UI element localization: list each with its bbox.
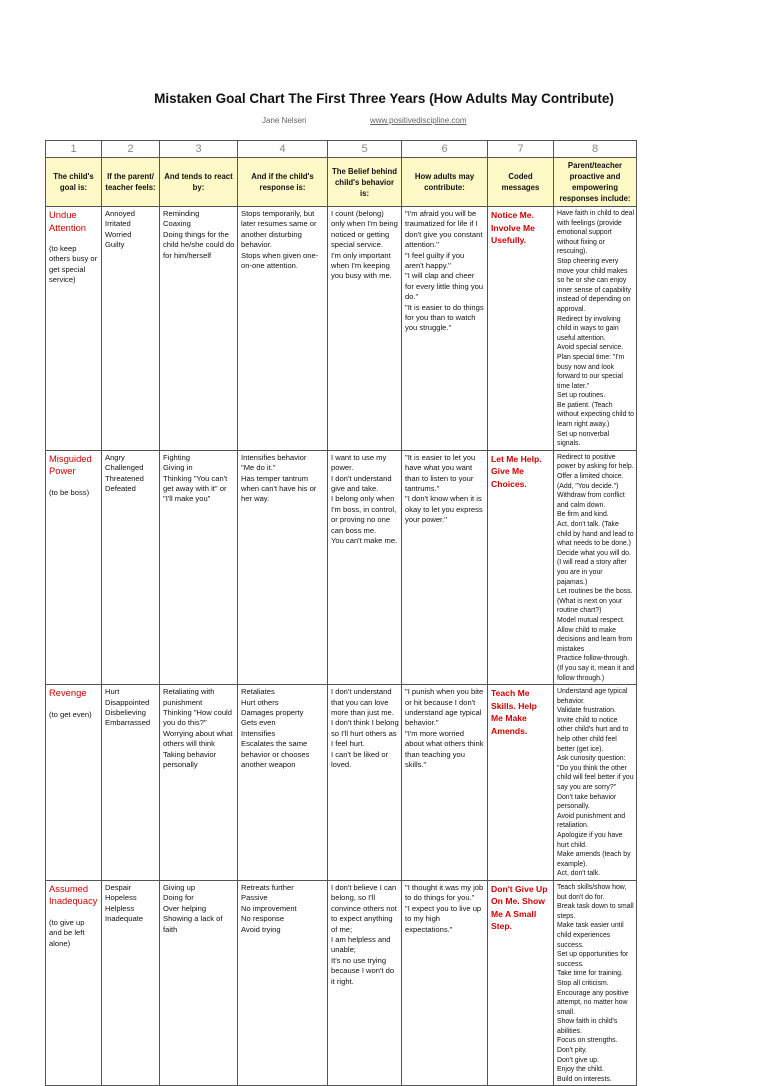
react-cell-line: Fighting [163,452,191,462]
response-cell-line: Retreats further [241,882,294,892]
responses-cell-line: Break task down to small steps. [557,903,634,920]
column-number-4: 4 [238,141,328,158]
goal-subtitle: (to be boss) [49,487,90,497]
author-name: Jane Nelsen [262,116,307,125]
goal-title: Assumed Inadequacy [49,882,98,907]
react-cell [160,450,238,684]
responses-cell-line: Ask curiosity question: "Do you think the other child will feel better if you say you are sorry?" [557,755,634,792]
response-cell-line: Escalates the same behavior or chooses another weapon [241,739,310,769]
coded-message-cell [488,207,554,451]
responses-cell-line: Teach skills/show how, but don't do for. [557,883,627,901]
feels-cell-line: Embarrassed [105,718,151,728]
responses-cell-line: Decide what you will do. (I will read a story after you are in your pajamas.) [557,549,631,586]
responses-cell [554,207,637,451]
response-cell-line: Has temper tantrum when can't have his or her way. [241,473,317,504]
contribute-cell-line: "I punish when you bite or hit because I don't understand age typical behavior." [405,687,484,728]
goal-title: Misguided Power [49,452,92,477]
contribute-cell [402,207,488,451]
column-header-1: The child's goal is: [46,158,102,207]
responses-cell-line: Avoid punishment and retaliation. [557,812,626,830]
column-header-3: And tends to react by: [160,158,238,207]
response-cell-line: Hurt others [241,697,279,707]
coded-message: Notice Me. Involve Me Usefully. [491,210,535,245]
react-cell-line: Thinking "You can't get away with it" or [163,473,228,494]
responses-cell-line: Avoid special service. [557,344,624,352]
response-cell-line: "Me do it." [241,463,276,473]
responses-cell-line: Redirect to positive power by asking for help. [557,453,634,471]
column-header-4: And if the child's response is: [238,158,328,207]
contribute-cell-line: "I feel guilty if you aren't happy." [405,250,465,271]
contribute-cell-line: "It is easier to let you have what you want than to listen to your tantrums." [405,452,476,494]
feels-cell-line: Disbelieving [105,707,146,717]
responses-cell-line: Act, don't talk. (Take child by hand and lead to what needs to be done.) [557,521,634,548]
react-cell-line: Coaxing [163,219,191,229]
contribute-cell-line: "I'm afraid you will be traumatized for life if I don't give you constant attention." [405,209,483,250]
response-cell-line: Gets even [241,718,276,728]
response-cell-line: No improvement [241,903,297,913]
responses-cell-line: Redirect by involving child in ways to gain useful attention. [557,315,621,342]
responses-cell [554,685,637,881]
belief-cell [328,880,402,1085]
coded-message: Let Me Help. Give Me Choices. [491,453,542,489]
responses-cell-line: Plan special time: "I'm busy now and look forward to our special time later." [557,353,625,390]
react-cell-line: Worrying about what others will think [163,728,233,749]
react-cell-line: Showing a lack of faith [163,914,223,934]
contribute-cell-line: "I thought it was my job to do things for you." [405,882,484,903]
react-cell-line: Giving in [163,463,193,473]
column-number-2: 2 [102,141,160,158]
belief-cell-line: I can't be liked or loved. [331,749,389,769]
header-row [46,158,637,207]
goal-cell [46,880,102,1085]
coded-message: Don't Give Up On Me. Show Me A Small Step. [491,883,548,932]
react-cell-line: Doing for [163,893,194,903]
feels-cell-line: Guilty [105,240,125,250]
responses-cell-line: Model mutual respect. [557,616,625,624]
website-link[interactable]: www.positivediscipline.com [370,116,467,125]
feels-cell-line: Inadequate [105,914,144,924]
feels-cell-line: Despair [105,882,132,892]
feels-cell-line: Disappointed [105,697,150,707]
feels-cell-line: Irritated [105,219,131,229]
react-cell-line: Over helping [163,903,207,913]
column-number-3: 3 [160,141,238,158]
belief-cell-line: I count (belong) only when I'm being noticed or getting special service. [331,209,398,250]
feels-cell [102,450,160,684]
contribute-cell [402,450,488,684]
response-cell [238,880,328,1085]
coded-message-cell [488,880,554,1085]
responses-cell-line: Make amends (teach by example). [557,851,631,868]
responses-cell-line: Set up opportunities for success. [557,951,629,968]
react-cell-line: Retaliating with punishment [163,687,215,707]
column-header-8: Parent/teacher proactive and empowering responses include: [554,158,637,207]
goal-row [46,685,637,881]
belief-cell-line: You can't make me. [331,536,398,546]
responses-cell-line: Act, don't talk. [557,870,601,878]
responses-cell-line: Enjoy the child. [557,1066,604,1074]
responses-cell-line: Build on interests. [557,1075,612,1083]
react-cell-line: "I'll make you" [163,494,211,504]
column-header-5: The Belief behind child's behavior is: [328,158,402,207]
response-cell-line: Retaliates [241,687,275,697]
feels-cell-line: Annoyed [105,209,135,218]
feels-cell-line: Hopeless [105,893,137,903]
response-cell [238,207,328,451]
belief-cell-line: It's no use trying because I won't do it right. [331,955,395,986]
feels-cell [102,880,160,1085]
column-number-7: 7 [488,141,554,158]
belief-cell-line: I belong only when I'm boss, in control, or proving no one can boss me. [331,494,397,535]
belief-cell [328,685,402,881]
contribute-cell-line: "I don't know when it is okay to let you express your power." [405,494,483,525]
goal-cell [46,450,102,684]
response-cell-line: Stops when given one-on-one attention. [241,250,319,271]
responses-cell-line: Stop cheering every move your child makes so he or she can enjoy inner sense of capability instead of depending on approval. [557,257,631,313]
response-cell-line: Avoid trying [241,924,281,934]
document-title: Mistaken Goal Chart The First Three Years (How Adults May Contribute) [154,91,614,106]
responses-cell-line: Understand age typical behavior. [557,688,628,705]
response-cell [238,450,328,684]
react-cell-line: Giving up [163,882,196,892]
responses-cell-line: Validate frustration. [557,707,616,715]
belief-cell-line: I don't understand give and take. [331,473,392,494]
column-header-6: How adults may contribute: [402,158,488,207]
contribute-cell [402,685,488,881]
responses-cell-line: Take time for training. [557,970,623,978]
belief-cell [328,450,402,684]
goal-title: Revenge [49,687,87,699]
feels-cell-line: Threatened [105,473,144,483]
column-header-2: If the parent/ teacher feels: [102,158,160,207]
goal-subtitle: (to keep others busy or get special service) [49,244,98,285]
responses-cell-line: Stop all criticism. [557,979,609,987]
column-number-8: 8 [554,141,637,158]
goal-cell [46,685,102,881]
responses-cell-line: Don't give up. [557,1056,599,1064]
responses-cell-line: Don't pity. [557,1047,587,1055]
responses-cell-line: Set up nonverbal signals. [557,430,610,448]
responses-cell-line: Don't take behavior personally. [557,793,617,811]
feels-cell-line: Worried [105,229,132,239]
belief-cell [328,207,402,451]
column-number-6: 6 [402,141,488,158]
responses-cell [554,450,637,684]
feels-cell-line: Defeated [105,484,136,494]
goal-cell [46,207,102,451]
responses-cell [554,880,637,1085]
response-cell-line: Damages property [241,707,304,717]
belief-cell-line: I don't believe I can belong, so I'll convince others not to expect anything of me; [331,882,397,934]
coded-message: Teach Me Skills. Help Me Make Amends. [491,688,537,736]
coded-message-cell [488,685,554,881]
belief-cell-line: I don't think I belong so I'll hurt others as I feel hurt. [331,718,399,749]
belief-cell-line: I don't understand that you can love more than just me. [331,687,394,717]
responses-cell-line: Withdraw from conflict and calm down. [557,492,625,509]
response-cell-line: Intensifies behavior [241,452,307,462]
react-cell [160,880,238,1085]
response-cell-line: Stops temporarily, but later resumes same or another disturbing behavior. [241,209,317,250]
contribute-cell-line: "I'm more worried about what others think than teaching you skills." [405,728,484,769]
column-number-5: 5 [328,141,402,158]
contribute-cell-line: "I will clap and cheer for every little thing you do." [405,271,484,302]
react-cell-line: Thinking "How could you do this?" [163,707,232,728]
react-cell-line: Taking behavior personally [163,749,217,769]
responses-cell-line: Let routines be the boss. (What is next on your routine chart?) [557,588,633,615]
contribute-cell-line: "I expect you to live up to my high expectations." [405,903,482,934]
react-cell-line: Reminding [163,209,200,218]
responses-cell-line: Apologize if you have hurt child. [557,832,623,849]
react-cell [160,685,238,881]
goal-subtitle: (to give up and be left alone) [49,917,85,948]
belief-cell-line: I am helpless and unable; [331,935,391,955]
feels-cell-line: Angry [105,452,125,462]
response-cell-line: Passive [241,893,268,903]
mistaken-goal-table [45,140,637,1086]
responses-cell-line: Have faith in child to deal with feelings (provide emotional support without fixing or rescuing). [557,210,634,256]
belief-cell-line: I'm only important when I'm keeping you busy with me. [331,250,392,281]
react-cell [160,207,238,451]
response-cell [238,685,328,881]
contribute-cell-line: "It is easier to do things for you than to watch you struggle." [405,302,484,333]
responses-cell-line: Allow child to make decisions and learn from mistakes [557,626,633,653]
responses-cell-line: Encourage any positive attempt, no matter how small. [557,989,629,1016]
goal-title: Undue Attention [49,209,87,233]
responses-cell-line: Set up routines. [557,392,606,400]
responses-cell-line: Practice follow-through. (If you say it, mean it and follow through.) [557,655,634,682]
contribute-cell [402,880,488,1085]
feels-cell-line: Helpless [105,903,135,913]
responses-cell-line: Make task easier until child experiences success. [557,922,624,949]
react-cell-line: Doing things for the child he/she could do for him/herself [163,229,235,260]
feels-cell-line: Challenged [105,463,144,473]
goal-row [46,450,637,684]
response-cell-line: Intensifies [241,728,276,738]
responses-cell-line: Invite child to notice other child's hurt and to help other child feel better (get ice). [557,716,629,753]
belief-cell-line: I want to use my power. [331,452,387,473]
goal-row [46,207,637,451]
responses-cell-line: Offer a limited choice. (Add, "You decide.") [557,473,624,490]
column-number-1: 1 [46,141,102,158]
column-number-row [46,141,637,158]
goal-subtitle: (to get even) [49,709,92,719]
goal-row [46,880,637,1085]
responses-cell-line: Be firm and kind. [557,511,609,519]
column-header-7: Coded messages [488,158,554,207]
responses-cell-line: Show faith in child's abilities. [557,1018,618,1035]
feels-cell-line: Hurt [105,687,120,697]
responses-cell-line: Be patient. (Teach without expecting child to learn right away.) [557,401,634,429]
response-cell-line: No response [241,914,285,924]
feels-cell [102,685,160,881]
responses-cell-line: Focus on strengths. [557,1037,618,1045]
coded-message-cell [488,450,554,684]
feels-cell [102,207,160,451]
